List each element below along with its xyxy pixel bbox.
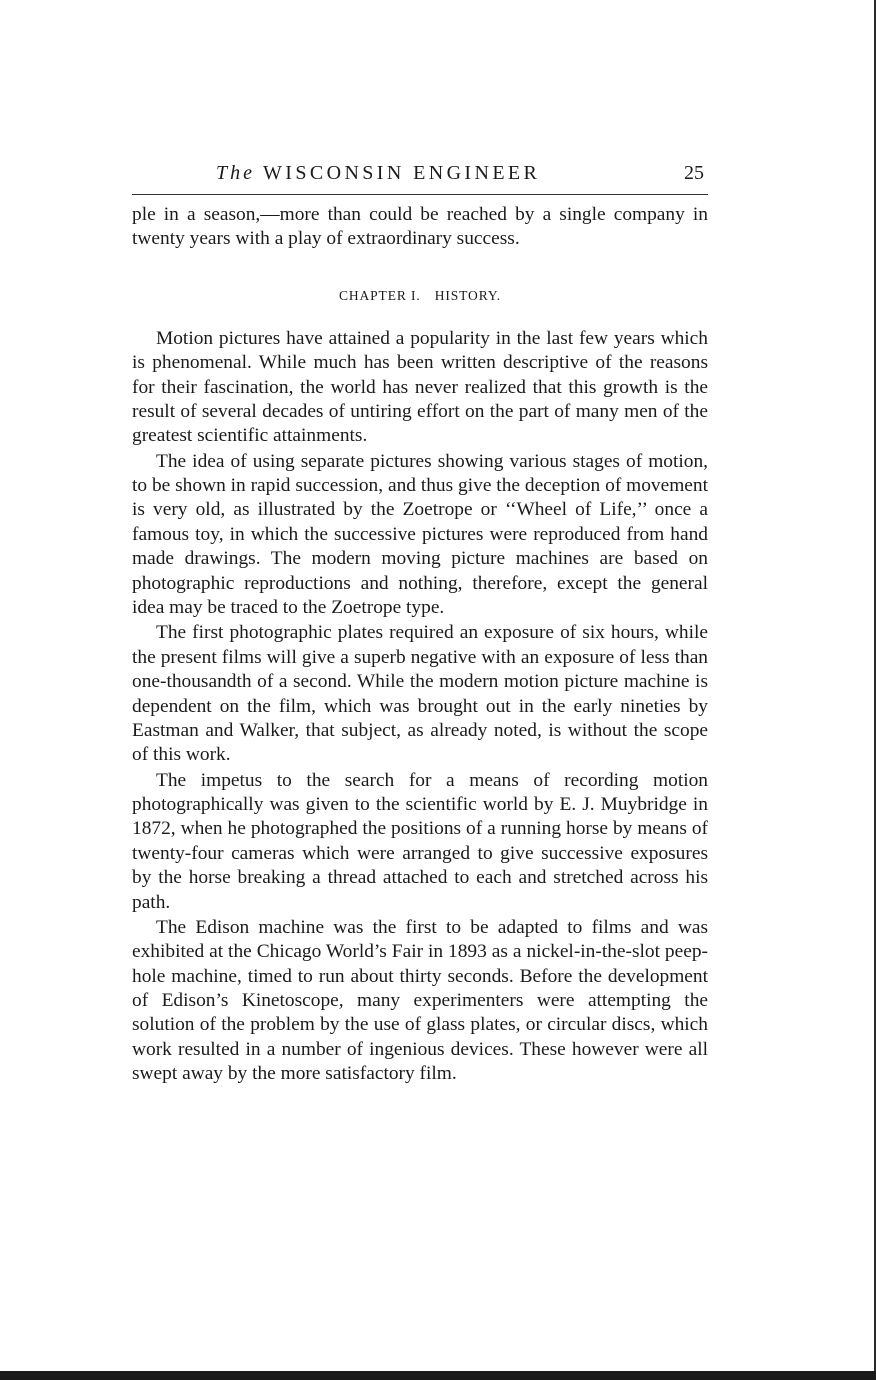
journal-title-article: The: [216, 162, 255, 184]
paragraph: Motion pictures have attained a popularity in the last few years which is phenomenal. While much has been written descriptive of the reasons for their fascination, the world has never realized that this growth is the result of several decades of untiring effort on the part of many men of the greatest scientific attainments.: [132, 327, 708, 447]
chapter-title: HISTORY.: [434, 287, 502, 303]
paragraph: The Edison machine was the first to be adapted to films and was exhibited at the Chicago World’s Fair in 1893 as a nickel-in-the-slot peep-hole machine, timed to run about thirty seconds. Before the development of Edison’s Kinetoscope, many experimenters were attempting the solution of the problem by the use of glass plates, or circular discs, which work resulted in a number of ingenious devices. These however were all swept away by the more satisfactory film.: [132, 916, 708, 1085]
paragraph: The first photographic plates required an exposure of six hours, while the present films will give a superb negative with an exposure of less than one-thousandth of a second. While the modern motion picture machine is dependent on the film, which was brought out in the early nineties by Eastman and Walker, that subject, as already noted, is without the scope of this work.: [132, 622, 708, 766]
running-header: [132, 162, 708, 188]
header-rule: [132, 194, 708, 195]
paragraph: The impetus to the search for a means of recording motion photographically was given to the scientific world by E. J. Muybridge in 1872, when he photographed the positions of a running horse by means of twenty-four cameras which were arranged to give successive exposures by the horse breaking a thread attached to each and stretched across his path.: [132, 769, 708, 913]
page-number: 25: [684, 162, 704, 184]
article-body: [132, 203, 708, 1087]
scan-bottom-edge: [0, 1371, 876, 1380]
chapter-label: CHAPTER I.: [338, 287, 421, 303]
chapter-heading: [132, 287, 708, 305]
paragraph: The idea of using separate pictures showing various stages of motion, to be shown in rapid succession, and thus give the deception of movement is very old, as illustrated by the Zoetrope or ‘‘Wheel of Life,’’ once a famous toy, in which the successive pictures were reproduced from hand made drawings. The modern moving picture machines are based on photographic reproductions and nothing, therefore, except the general idea may be traced to the Zoetrope type.: [132, 450, 708, 619]
journal-title: [216, 162, 540, 185]
journal-title-main: WISCONSIN ENGINEER: [263, 162, 541, 184]
continued-paragraph: ple in a season,—more than could be reached by a single company in twenty years with a play of extraordinary success.: [132, 204, 708, 250]
